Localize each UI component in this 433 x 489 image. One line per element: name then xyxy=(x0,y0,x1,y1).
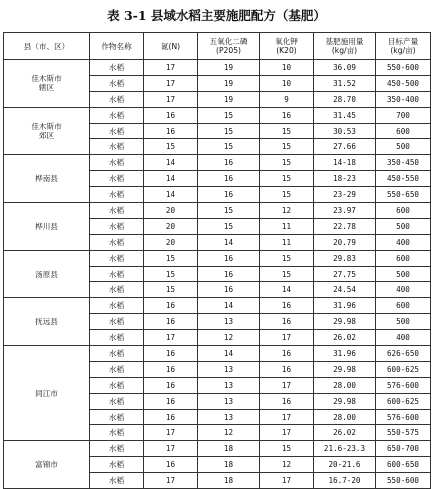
cell-crop: 水稻 xyxy=(90,75,144,91)
header-county: 县（市、区） xyxy=(4,33,90,60)
cell-target-yield: 600 xyxy=(376,298,431,314)
header-base-fertilizer: 基肥施用量 (kg/亩) xyxy=(314,33,376,60)
cell-potassium: 11 xyxy=(260,218,314,234)
cell-potassium: 15 xyxy=(260,123,314,139)
cell-base-fertilizer: 29.98 xyxy=(314,361,376,377)
cell-nitrogen: 16 xyxy=(144,393,198,409)
cell-crop: 水稻 xyxy=(90,409,144,425)
cell-target-yield: 576-600 xyxy=(376,409,431,425)
cell-crop: 水稻 xyxy=(90,393,144,409)
cell-crop: 水稻 xyxy=(90,91,144,107)
cell-target-yield: 650-700 xyxy=(376,441,431,457)
cell-target-yield: 626-650 xyxy=(376,346,431,362)
cell-phosphorus: 13 xyxy=(198,361,260,377)
cell-phosphorus: 18 xyxy=(198,457,260,473)
cell-crop: 水稻 xyxy=(90,361,144,377)
cell-nitrogen: 15 xyxy=(144,266,198,282)
cell-target-yield: 600-625 xyxy=(376,361,431,377)
cell-base-fertilizer: 29.83 xyxy=(314,250,376,266)
cell-target-yield: 450-550 xyxy=(376,171,431,187)
cell-phosphorus: 15 xyxy=(198,123,260,139)
cell-target-yield: 400 xyxy=(376,234,431,250)
cell-potassium: 11 xyxy=(260,234,314,250)
table-row xyxy=(4,60,431,76)
table-row xyxy=(4,346,431,362)
header-crop: 作物名称 xyxy=(90,33,144,60)
cell-target-yield: 500 xyxy=(376,314,431,330)
cell-potassium: 15 xyxy=(260,250,314,266)
cell-crop: 水稻 xyxy=(90,282,144,298)
cell-crop: 水稻 xyxy=(90,60,144,76)
cell-crop: 水稻 xyxy=(90,155,144,171)
cell-base-fertilizer: 31.96 xyxy=(314,298,376,314)
cell-nitrogen: 16 xyxy=(144,346,198,362)
cell-base-fertilizer: 20-21.6 xyxy=(314,457,376,473)
cell-crop: 水稻 xyxy=(90,266,144,282)
cell-base-fertilizer: 28.00 xyxy=(314,377,376,393)
table-title: 表 3-1 县域水稻主要施肥配方（基肥） xyxy=(107,8,326,23)
cell-potassium: 15 xyxy=(260,171,314,187)
cell-base-fertilizer: 31.96 xyxy=(314,346,376,362)
header-phosphorus: 五氧化二磷 (P205) xyxy=(198,33,260,60)
cell-crop: 水稻 xyxy=(90,123,144,139)
cell-potassium: 17 xyxy=(260,409,314,425)
cell-target-yield: 576-600 xyxy=(376,377,431,393)
table-row xyxy=(4,107,431,123)
cell-nitrogen: 20 xyxy=(144,218,198,234)
cell-nitrogen: 15 xyxy=(144,282,198,298)
cell-potassium: 9 xyxy=(260,91,314,107)
cell-base-fertilizer: 20.79 xyxy=(314,234,376,250)
table-row xyxy=(4,298,431,314)
cell-nitrogen: 15 xyxy=(144,139,198,155)
header-potassium: 氧化钾 (K20) xyxy=(260,33,314,60)
cell-phosphorus: 19 xyxy=(198,60,260,76)
cell-phosphorus: 19 xyxy=(198,75,260,91)
cell-phosphorus: 13 xyxy=(198,377,260,393)
cell-nitrogen: 16 xyxy=(144,409,198,425)
cell-target-yield: 600 xyxy=(376,123,431,139)
cell-nitrogen: 16 xyxy=(144,298,198,314)
cell-target-yield: 400 xyxy=(376,282,431,298)
cell-potassium: 10 xyxy=(260,60,314,76)
header-target-yield: 目标产量 (kg/亩) xyxy=(376,33,431,60)
cell-phosphorus: 15 xyxy=(198,203,260,219)
cell-potassium: 16 xyxy=(260,107,314,123)
cell-potassium: 15 xyxy=(260,266,314,282)
cell-potassium: 16 xyxy=(260,346,314,362)
cell-base-fertilizer: 26.02 xyxy=(314,425,376,441)
cell-target-yield: 500 xyxy=(376,266,431,282)
cell-potassium: 17 xyxy=(260,425,314,441)
cell-base-fertilizer: 28.00 xyxy=(314,409,376,425)
cell-crop: 水稻 xyxy=(90,218,144,234)
cell-base-fertilizer: 26.02 xyxy=(314,330,376,346)
cell-nitrogen: 17 xyxy=(144,425,198,441)
cell-base-fertilizer: 27.66 xyxy=(314,139,376,155)
cell-potassium: 15 xyxy=(260,441,314,457)
cell-base-fertilizer: 21.6-23.3 xyxy=(314,441,376,457)
cell-crop: 水稻 xyxy=(90,107,144,123)
cell-nitrogen: 20 xyxy=(144,203,198,219)
cell-potassium: 16 xyxy=(260,361,314,377)
cell-county: 抚远县 xyxy=(4,298,90,346)
cell-phosphorus: 14 xyxy=(198,234,260,250)
cell-base-fertilizer: 24.54 xyxy=(314,282,376,298)
cell-nitrogen: 14 xyxy=(144,187,198,203)
cell-base-fertilizer: 22.78 xyxy=(314,218,376,234)
cell-potassium: 12 xyxy=(260,203,314,219)
cell-phosphorus: 19 xyxy=(198,91,260,107)
cell-potassium: 17 xyxy=(260,330,314,346)
cell-nitrogen: 16 xyxy=(144,377,198,393)
cell-crop: 水稻 xyxy=(90,298,144,314)
cell-potassium: 15 xyxy=(260,187,314,203)
cell-potassium: 16 xyxy=(260,314,314,330)
cell-crop: 水稻 xyxy=(90,234,144,250)
cell-crop: 水稻 xyxy=(90,171,144,187)
cell-county: 汤原县 xyxy=(4,250,90,298)
cell-nitrogen: 14 xyxy=(144,171,198,187)
cell-phosphorus: 14 xyxy=(198,346,260,362)
cell-crop: 水稻 xyxy=(90,187,144,203)
cell-county: 佳木斯市 辖区 xyxy=(4,60,90,108)
cell-phosphorus: 15 xyxy=(198,139,260,155)
cell-nitrogen: 16 xyxy=(144,361,198,377)
table-row xyxy=(4,441,431,457)
cell-potassium: 10 xyxy=(260,75,314,91)
cell-nitrogen: 16 xyxy=(144,314,198,330)
cell-nitrogen: 14 xyxy=(144,155,198,171)
cell-base-fertilizer: 29.98 xyxy=(314,314,376,330)
cell-potassium: 12 xyxy=(260,457,314,473)
cell-target-yield: 600 xyxy=(376,203,431,219)
cell-crop: 水稻 xyxy=(90,314,144,330)
cell-base-fertilizer: 14-18 xyxy=(314,155,376,171)
cell-phosphorus: 16 xyxy=(198,171,260,187)
cell-potassium: 16 xyxy=(260,393,314,409)
cell-crop: 水稻 xyxy=(90,377,144,393)
cell-target-yield: 600-650 xyxy=(376,457,431,473)
cell-crop: 水稻 xyxy=(90,425,144,441)
cell-phosphorus: 12 xyxy=(198,330,260,346)
cell-crop: 水稻 xyxy=(90,203,144,219)
cell-county: 佳木斯市 郊区 xyxy=(4,107,90,155)
cell-target-yield: 500 xyxy=(376,139,431,155)
cell-crop: 水稻 xyxy=(90,473,144,489)
cell-phosphorus: 16 xyxy=(198,266,260,282)
cell-phosphorus: 16 xyxy=(198,187,260,203)
cell-target-yield: 550-600 xyxy=(376,473,431,489)
cell-nitrogen: 20 xyxy=(144,234,198,250)
cell-nitrogen: 17 xyxy=(144,330,198,346)
cell-potassium: 15 xyxy=(260,155,314,171)
cell-target-yield: 450-500 xyxy=(376,75,431,91)
cell-phosphorus: 15 xyxy=(198,218,260,234)
cell-potassium: 15 xyxy=(260,139,314,155)
cell-nitrogen: 17 xyxy=(144,473,198,489)
cell-nitrogen: 16 xyxy=(144,123,198,139)
cell-phosphorus: 16 xyxy=(198,250,260,266)
cell-county: 同江市 xyxy=(4,346,90,441)
cell-target-yield: 550-600 xyxy=(376,60,431,76)
cell-crop: 水稻 xyxy=(90,457,144,473)
table-row xyxy=(4,155,431,171)
cell-potassium: 17 xyxy=(260,473,314,489)
cell-nitrogen: 17 xyxy=(144,91,198,107)
cell-base-fertilizer: 31.45 xyxy=(314,107,376,123)
header-row xyxy=(4,33,431,60)
cell-phosphorus: 16 xyxy=(198,282,260,298)
cell-phosphorus: 13 xyxy=(198,314,260,330)
table-row xyxy=(4,250,431,266)
cell-target-yield: 600-625 xyxy=(376,393,431,409)
cell-base-fertilizer: 31.52 xyxy=(314,75,376,91)
table-row xyxy=(4,203,431,219)
cell-nitrogen: 16 xyxy=(144,107,198,123)
cell-base-fertilizer: 18-23 xyxy=(314,171,376,187)
cell-phosphorus: 16 xyxy=(198,155,260,171)
cell-base-fertilizer: 29.98 xyxy=(314,393,376,409)
cell-nitrogen: 17 xyxy=(144,441,198,457)
cell-county: 桦川县 xyxy=(4,203,90,251)
cell-potassium: 17 xyxy=(260,377,314,393)
cell-base-fertilizer: 16.7-20 xyxy=(314,473,376,489)
cell-crop: 水稻 xyxy=(90,441,144,457)
cell-target-yield: 700 xyxy=(376,107,431,123)
header-nitrogen: 氮(N) xyxy=(144,33,198,60)
cell-nitrogen: 15 xyxy=(144,250,198,266)
cell-target-yield: 600 xyxy=(376,250,431,266)
cell-base-fertilizer: 30.53 xyxy=(314,123,376,139)
cell-phosphorus: 13 xyxy=(198,409,260,425)
cell-phosphorus: 18 xyxy=(198,441,260,457)
cell-base-fertilizer: 23.97 xyxy=(314,203,376,219)
cell-target-yield: 550-575 xyxy=(376,425,431,441)
cell-nitrogen: 17 xyxy=(144,75,198,91)
cell-phosphorus: 14 xyxy=(198,298,260,314)
cell-base-fertilizer: 27.75 xyxy=(314,266,376,282)
cell-phosphorus: 13 xyxy=(198,393,260,409)
fertilizer-formula-table xyxy=(3,32,431,489)
cell-crop: 水稻 xyxy=(90,346,144,362)
cell-target-yield: 500 xyxy=(376,218,431,234)
cell-crop: 水稻 xyxy=(90,330,144,346)
cell-county: 桦南县 xyxy=(4,155,90,203)
cell-nitrogen: 17 xyxy=(144,60,198,76)
cell-crop: 水稻 xyxy=(90,139,144,155)
cell-base-fertilizer: 23-29 xyxy=(314,187,376,203)
cell-phosphorus: 15 xyxy=(198,107,260,123)
cell-base-fertilizer: 28.70 xyxy=(314,91,376,107)
cell-base-fertilizer: 36.09 xyxy=(314,60,376,76)
cell-target-yield: 350-400 xyxy=(376,91,431,107)
cell-target-yield: 350-450 xyxy=(376,155,431,171)
cell-potassium: 16 xyxy=(260,298,314,314)
cell-phosphorus: 18 xyxy=(198,473,260,489)
cell-potassium: 14 xyxy=(260,282,314,298)
cell-target-yield: 550-650 xyxy=(376,187,431,203)
cell-target-yield: 400 xyxy=(376,330,431,346)
cell-crop: 水稻 xyxy=(90,250,144,266)
cell-nitrogen: 16 xyxy=(144,457,198,473)
cell-phosphorus: 12 xyxy=(198,425,260,441)
cell-county: 富锦市 xyxy=(4,441,90,489)
